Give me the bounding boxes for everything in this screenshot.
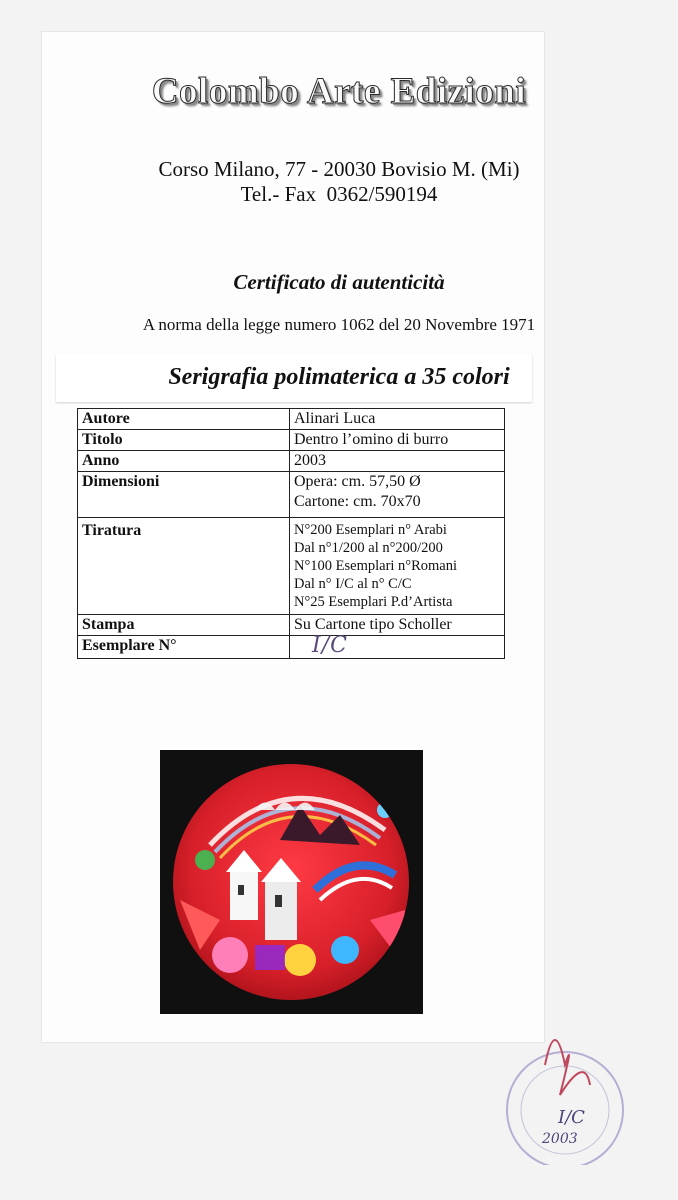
- row-value: [290, 633, 505, 659]
- handwritten-edition-number: I/C: [312, 633, 348, 658]
- row-value: Su Cartone tipo Scholler: [290, 615, 505, 636]
- artist-signature: [545, 1040, 590, 1095]
- company-address: [0, 157, 678, 207]
- table-row: [78, 409, 505, 430]
- details-table: [77, 408, 505, 659]
- row-label: Anno: [78, 451, 290, 472]
- value-line: N°25 Esemplari P.d’Artista: [294, 594, 453, 610]
- value-line: Cartone: cm. 70x70: [294, 493, 421, 510]
- stamp-handwritten-number: I/C: [558, 1107, 585, 1128]
- value-line: N°200 Esemplari n° Arabi: [294, 522, 447, 538]
- row-label: Autore: [78, 409, 290, 430]
- law-reference: A norma della legge numero 1062 del 20 Novembre 1971: [142, 315, 536, 334]
- row-value: 2003: [290, 451, 505, 472]
- row-label: Esemplare N°: [78, 636, 290, 659]
- company-name: Colombo Arte Edizioni: [151, 71, 527, 112]
- value-line: N°100 Esemplari n°Romani: [294, 558, 458, 574]
- row-label: Dimensioni: [78, 472, 290, 518]
- row-label: Tiratura: [78, 518, 290, 615]
- row-value: [290, 518, 505, 615]
- table-row: [78, 430, 505, 451]
- table-row: [78, 518, 505, 615]
- row-value: Alinari Luca: [290, 409, 505, 430]
- table-row: [78, 451, 505, 472]
- technique-title: Serigrafia polimaterica a 35 colori: [168, 364, 510, 390]
- archive-stamp: [490, 1025, 630, 1165]
- table-row: [78, 636, 505, 659]
- table-row: [78, 472, 505, 518]
- stamp-handwritten-year: 2003: [542, 1131, 578, 1147]
- artwork-picture: [160, 750, 423, 1014]
- table-row: [78, 615, 505, 636]
- row-value: Dentro l’omino di burro: [290, 430, 505, 451]
- certificate-title: Certificato di autenticità: [233, 270, 445, 294]
- row-value: [290, 472, 505, 518]
- value-line: Dal n°1/200 al n°200/200: [294, 540, 443, 556]
- phone-line: Tel.- Fax 0362/590194: [240, 182, 438, 206]
- row-label: Titolo: [78, 430, 290, 451]
- artwork-image: [160, 750, 423, 1014]
- row-label: Stampa: [78, 615, 290, 636]
- address-line: Corso Milano, 77 - 20030 Bovisio M. (Mi): [158, 157, 520, 181]
- value-line: Dal n° I/C al n° C/C: [294, 576, 412, 592]
- value-line: Opera: cm. 57,50 Ø: [294, 473, 421, 490]
